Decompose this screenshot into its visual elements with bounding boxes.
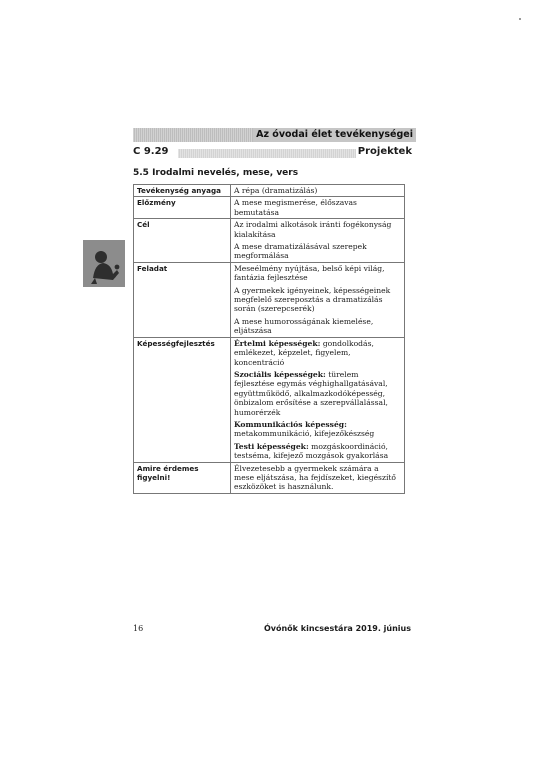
child-figure-icon bbox=[83, 240, 125, 287]
row-label: Amire érdemes figyelni! bbox=[134, 462, 231, 493]
row-value: Meseélmény nyújtása, belső képi világ, fantázia fejlesztése A gyermekek igényeinek, képességeinek megfelelő szereposztás a dramatizálás során (szerepcserék) A mese humorosságának kiemelése, eljátszása bbox=[231, 262, 405, 337]
scan-speck bbox=[519, 18, 521, 20]
skill-name: Kommunikációs képesség: bbox=[234, 419, 347, 429]
table-row bbox=[134, 337, 405, 462]
row-label: Előzmény bbox=[134, 197, 231, 219]
activity-table bbox=[133, 184, 405, 494]
row-value: Az irodalmi alkotások iránti fogékonyság kialakítása A mese dramatizálásával szerepek megformálása bbox=[231, 219, 405, 263]
row-value: A mese megismerése, élőszavas bemutatása bbox=[231, 197, 405, 219]
chapter-label: Projektek bbox=[357, 146, 412, 157]
chapter-band bbox=[178, 149, 356, 158]
row-label: Képességfejlesztés bbox=[134, 337, 231, 462]
table-row bbox=[134, 185, 405, 197]
row-label: Cél bbox=[134, 219, 231, 263]
page-number: 16 bbox=[133, 624, 144, 633]
section-title: 5.5 Irodalmi nevelés, mese, vers bbox=[133, 168, 299, 178]
table-row bbox=[134, 462, 405, 493]
row-label: Feladat bbox=[134, 262, 231, 337]
table-row bbox=[134, 262, 405, 337]
side-tab bbox=[83, 240, 125, 287]
publication-footer: Óvónők kincsestára 2019. június bbox=[263, 624, 411, 633]
row-value: Értelmi képességek: gondolkodás, emlékezet, képzelet, figyelem, koncentráció Szociális képességek: türelem fejlesztése egymás véghighallgatásával, együttműködő, alkalmazkodóképesség, önbizalom erősítése a szerepvállalással, humorérzék Kommunikációs képesség: metakommunikáció, kifejezőkészség Testi képességek: mozgáskoordináció, testséma, kifejező mozgások gyakorlása bbox=[231, 337, 405, 462]
table-row bbox=[134, 197, 405, 219]
running-header-title: Az óvodai élet tevékenységei bbox=[253, 128, 416, 142]
skill-name: Értelmi képességek: bbox=[234, 338, 321, 348]
row-label: Tevékenység anyaga bbox=[134, 185, 231, 197]
table-row bbox=[134, 219, 405, 263]
skill-name: Szociális képességek: bbox=[234, 369, 326, 379]
skill-name: Testi képességek: bbox=[234, 441, 309, 451]
row-value: Élvezetesebb a gyermekek számára a mese eljátszása, ha fejdíszeket, kiegészítő eszközöket is használunk. bbox=[231, 462, 405, 493]
row-value: A répa (dramatizálás) bbox=[231, 185, 405, 197]
chapter-code: C 9.29 bbox=[133, 146, 169, 157]
